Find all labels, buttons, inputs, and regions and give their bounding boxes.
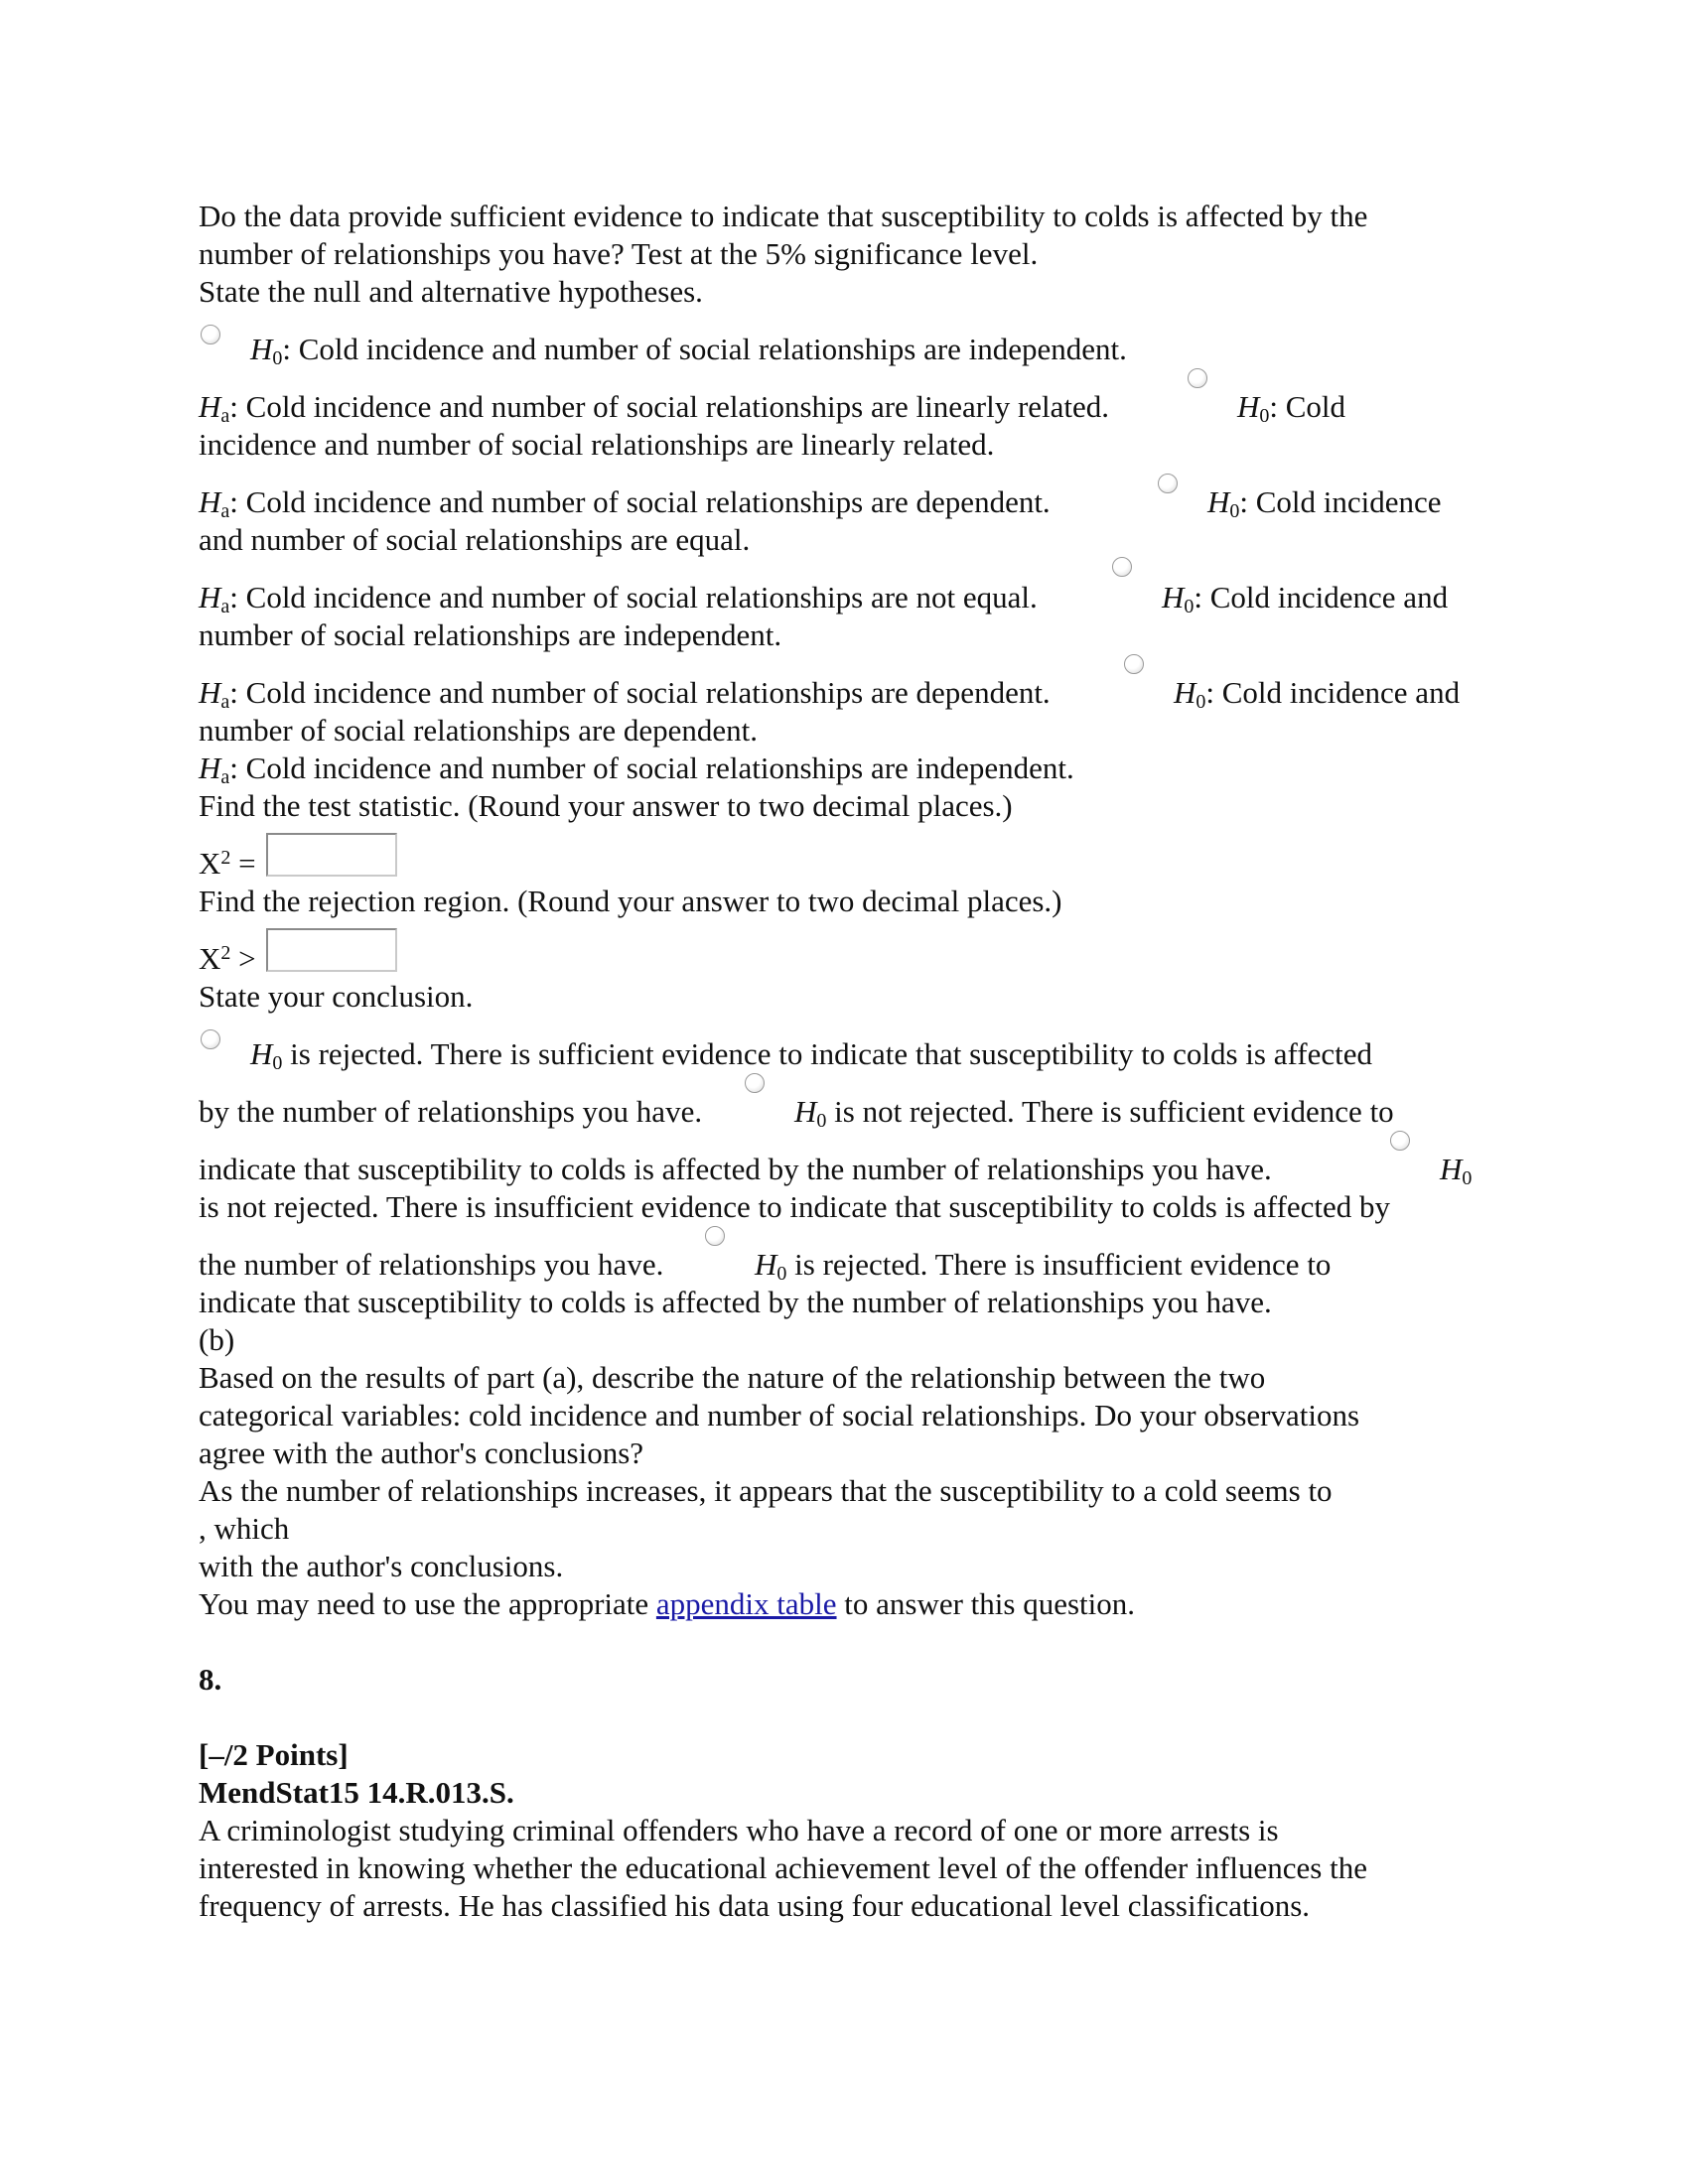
option-text: : Cold incidence and (1205, 675, 1461, 710)
test-statistic-row: $X^2$ = (199, 825, 1489, 883)
h0-symbol: H (1174, 675, 1196, 710)
radio-conclusion-2[interactable] (745, 1073, 765, 1093)
h0-symbol: H (794, 1094, 817, 1129)
chi-symbol: X (199, 941, 221, 976)
question-content (199, 198, 1489, 1925)
option-text: : Cold incidence and (1194, 580, 1449, 614)
option-text: number of social relationships are dependent. (199, 713, 758, 748)
ha-symbol: H (199, 484, 221, 519)
option-text: : Cold incidence (1239, 484, 1442, 519)
h0-symbol: H (250, 1036, 273, 1071)
question-text: A criminologist studying criminal offenders who have a record of one or more arrests is (199, 1813, 1279, 1847)
question-text: interested in knowing whether the educational achievement level of the offender influences the (199, 1850, 1367, 1885)
h0-symbol: H (1440, 1152, 1463, 1186)
hypothesis-line: $H_a$: Cold incidence and number of social relationships are dependent. $H_0$: Cold incidence (199, 464, 1489, 521)
hypothesis-line: $H_a$: Cold incidence and number of social relationships are not equal. $H_0$: Cold incidence and (199, 559, 1489, 616)
question-code: MendStat15 14.R.013.S. (199, 1775, 514, 1810)
appendix-table-link[interactable]: appendix table (655, 1586, 837, 1621)
h0-symbol: H (1207, 484, 1230, 519)
option-text: indicate that susceptibility to colds is affected by the number of relationships you have. (199, 1152, 1272, 1186)
question-text: frequency of arrests. He has classified his data using four educational level classifications. (199, 1888, 1311, 1923)
conclusion-line: indicate that susceptibility to colds is affected by the number of relationships you have. $H_0$ (199, 1131, 1489, 1188)
ha-symbol: H (199, 751, 221, 785)
option-text: is rejected. There is sufficient evidence to indicate that susceptibility to colds is affected (282, 1036, 1372, 1071)
h0-symbol: H (1237, 389, 1260, 424)
radio-hypothesis-1[interactable] (201, 325, 220, 344)
option-text: is not rejected. There is insufficient evidence to indicate that susceptibility to colds is affected by (199, 1189, 1391, 1224)
option-text: : Cold incidence and number of social relationships are independent. (229, 751, 1074, 785)
h0-symbol: H (1162, 580, 1185, 614)
h0-symbol: H (250, 332, 273, 366)
option-text: : Cold incidence and number of social relationships are dependent. (229, 675, 1051, 710)
hypothesis-line: $H_a$: Cold incidence and number of social relationships are independent. (199, 751, 1074, 788)
option-text: incidence and number of social relationships are linearly related. (199, 427, 995, 462)
appendix-note: You may need to use the appropriate appendix table to answer this question. (199, 1586, 1136, 1621)
conclusion-line: by the number of relationships you have. $H_0$ is not rejected. There is sufficient evidence to (199, 1073, 1489, 1131)
option-text: : Cold (1269, 389, 1346, 424)
hypothesis-line: $H_a$: Cold incidence and number of social relationships are dependent. $H_0$: Cold incidence and (199, 654, 1489, 712)
question-text: number of relationships you have? Test at the 5% significance level. (199, 236, 1039, 271)
question-text: Do the data provide sufficient evidence to indicate that susceptibility to colds is affected by the (199, 199, 1368, 233)
radio-hypothesis-5[interactable] (1124, 654, 1144, 674)
option-text: and number of social relationships are equal. (199, 522, 751, 557)
part-b-label: (b) (199, 1322, 235, 1357)
question-number: 8. (199, 1662, 222, 1697)
test-statistic-input[interactable] (266, 833, 397, 877)
rejection-region-input[interactable] (266, 928, 397, 972)
part-b-answer: with the author's conclusions. (199, 1549, 564, 1583)
part-b-question: categorical variables: cold incidence and number of social relationships. Do your observations (199, 1398, 1360, 1433)
radio-conclusion-1[interactable] (201, 1029, 220, 1049)
option-text: number of social relationships are independent. (199, 617, 782, 652)
radio-conclusion-4[interactable] (705, 1226, 725, 1246)
option-text: : Cold incidence and number of social relationships are not equal. (229, 580, 1038, 614)
radio-hypothesis-4[interactable] (1112, 557, 1132, 577)
rejection-region-prompt: Find the rejection region. (Round your answer to two decimal places.) (199, 884, 1062, 918)
part-b-question: agree with the author's conclusions? (199, 1435, 644, 1470)
rejection-region-row: $X^2$ > (199, 920, 1489, 978)
option-text: by the number of relationships you have. (199, 1094, 703, 1129)
option-text: is not rejected. There is sufficient evidence to (826, 1094, 1394, 1129)
test-statistic-prompt: Find the test statistic. (Round your answer to two decimal places.) (199, 788, 1013, 823)
radio-hypothesis-2[interactable] (1188, 368, 1207, 388)
hypothesis-option-1: $H_0$: Cold incidence and number of social relationships are independent. (199, 311, 1489, 368)
ha-symbol: H (199, 675, 221, 710)
conclusion-line: the number of relationships you have. $H_0$ is rejected. There is insufficient evidence to (199, 1226, 1489, 1284)
question-points: [–/2 Points] (199, 1737, 349, 1772)
option-text: the number of relationships you have. (199, 1247, 664, 1282)
radio-conclusion-3[interactable] (1390, 1131, 1410, 1151)
hypothesis-line: $H_a$: Cold incidence and number of social relationships are linearly related. $H_0$: Cold (199, 368, 1489, 426)
option-text: : Cold incidence and number of social relationships are dependent. (229, 484, 1051, 519)
option-text: is rejected. There is insufficient evidence to (786, 1247, 1332, 1282)
hypotheses-prompt: State the null and alternative hypotheses. (199, 274, 703, 309)
ha-symbol: H (199, 389, 221, 424)
part-b-answer: , which (199, 1511, 290, 1546)
radio-hypothesis-3[interactable] (1158, 474, 1178, 493)
option-text: : Cold incidence and number of social relationships are independent. (282, 332, 1127, 366)
h0-symbol: H (755, 1247, 777, 1282)
chi-symbol: X (199, 846, 221, 881)
option-text: : Cold incidence and number of social relationships are linearly related. (229, 389, 1110, 424)
ha-symbol: H (199, 580, 221, 614)
part-b-question: Based on the results of part (a), describe the nature of the relationship between the two (199, 1360, 1266, 1395)
conclusion-line: $H_0$ is rejected. There is sufficient evidence to indicate that susceptibility to colds is affected (199, 1016, 1489, 1073)
part-b-answer: As the number of relationships increases, it appears that the susceptibility to a cold seems to (199, 1473, 1333, 1508)
option-text: indicate that susceptibility to colds is affected by the number of relationships you have. (199, 1285, 1272, 1319)
conclusion-prompt: State your conclusion. (199, 979, 474, 1014)
